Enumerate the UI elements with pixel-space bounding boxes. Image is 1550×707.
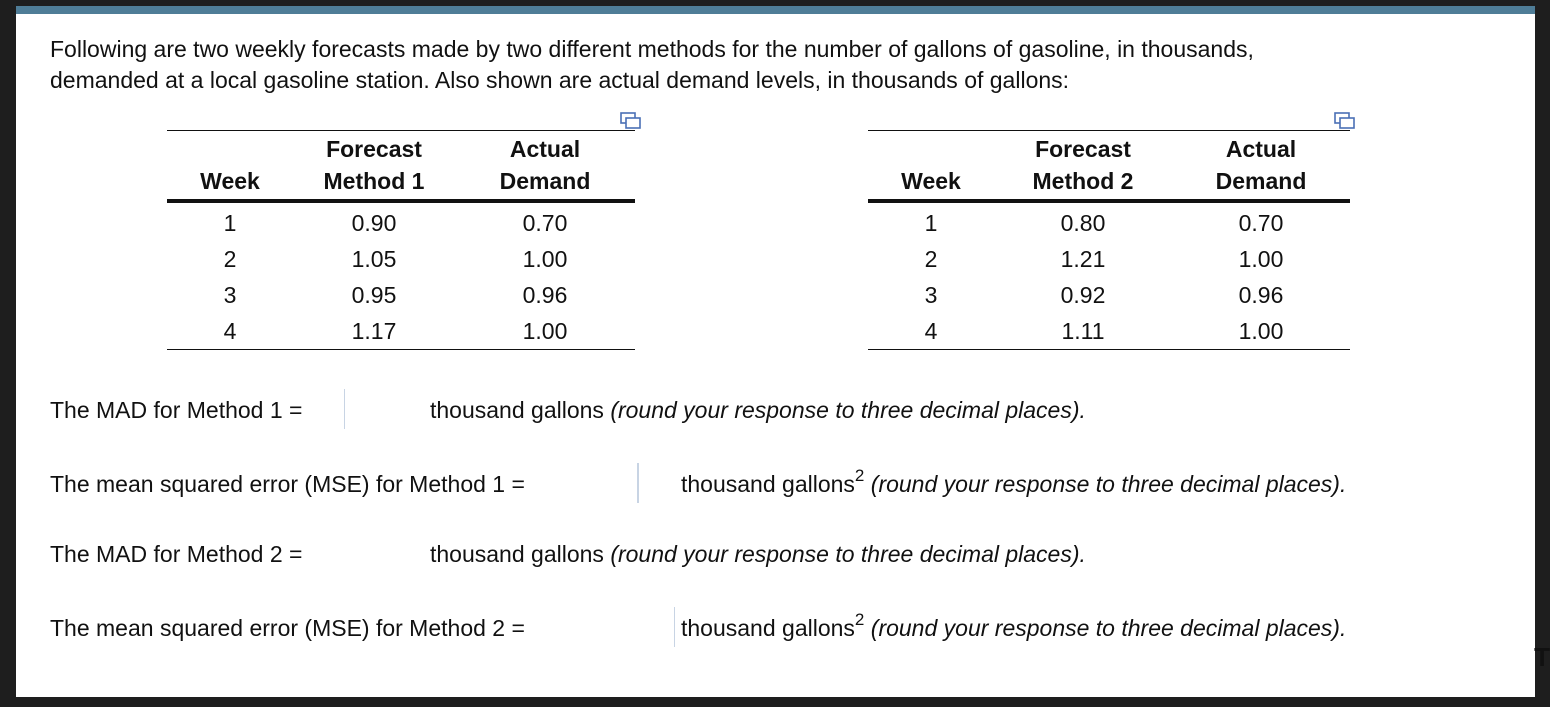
forecast-cell: 1.17 [351,317,397,344]
forecast-cell: 0.80 [1060,209,1106,236]
forecast-cell: 1.05 [351,245,397,272]
week-cell: 2 [924,245,938,272]
forecast-cell: 1.11 [1061,317,1105,344]
header-actual-bottom: Demand [455,165,635,201]
header-week: Week [868,165,994,201]
table-row [868,201,1350,241]
forecast-cell: 0.90 [351,209,397,236]
table-row [167,241,635,277]
week-cell: 3 [924,281,938,308]
rounding-note: (round your response to three decimal places) [610,541,1080,567]
forecast-cell: 0.95 [351,281,397,308]
week-cell: 1 [223,209,237,236]
week-cell: 4 [924,317,938,344]
question-mad-method-1 [50,395,1086,425]
week-cell: 3 [223,281,237,308]
header-week: Week [167,165,293,201]
actual-cell: 1.00 [1238,245,1284,272]
question-unit [681,466,1347,499]
forecast-table-method-1 [167,130,635,350]
header-actual-top: Actual [509,136,581,162]
question-mad-method-2 [50,539,1086,569]
intro-line-1: Following are two weekly forecasts made by two different methods for the number of gallons of gasoline, in thousands, [50,36,1254,62]
unit-exponent: 2 [854,466,865,485]
header-forecast-top: Forecast [1035,136,1131,162]
end-punct: . [1079,541,1086,567]
forecast-table-method-2 [868,130,1350,350]
question-mse-method-2 [50,610,1347,643]
header-week-spacer [167,131,293,166]
header-forecast-top: Forecast [326,136,422,162]
edge-glyph: T [1534,642,1550,672]
header-week-spacer [868,131,994,166]
actual-cell: 0.70 [1238,209,1284,236]
question-prompt: The mean squared error (MSE) for Method 1 = [50,471,525,497]
mad-method-2-input[interactable] [344,533,420,573]
table-row [167,277,635,313]
week-cell: 1 [924,209,938,236]
rounding-note: (round your response to three decimal places) [610,397,1080,423]
unit-text: thousand gallons [681,471,855,497]
actual-cell: 0.70 [522,209,568,236]
intro-line-2: demanded at a local gasoline station. Also shown are actual demand levels, in thousands of gallons: [50,67,1070,93]
table-row [167,313,635,350]
week-cell: 4 [223,317,237,344]
unit-text: thousand gallons [430,397,604,423]
forecast-cell: 1.21 [1060,245,1106,272]
unit-exponent: 2 [854,610,865,629]
table-row [868,241,1350,277]
actual-cell: 1.00 [1238,317,1284,344]
table-row [868,313,1350,350]
question-mse-method-1 [50,466,1347,499]
header-actual-top: Actual [1225,136,1297,162]
forecast-cell: 0.92 [1060,281,1106,308]
header-actual-bottom: Demand [1172,165,1350,201]
table-row [167,201,635,241]
header-forecast-bottom: Method 1 [293,165,455,201]
end-punct: . [1339,471,1347,497]
unit-text: thousand gallons [430,541,604,567]
actual-cell: 1.00 [522,317,568,344]
actual-cell: 0.96 [1238,281,1284,308]
question-prompt: The MAD for Method 2 = [50,541,303,567]
intro-text [50,34,1490,96]
header-forecast-bottom: Method 2 [994,165,1172,201]
week-cell: 2 [223,245,237,272]
question-unit [430,395,1086,425]
mse-method-1-input[interactable] [585,463,639,503]
question-unit [681,610,1347,643]
mse-method-2-input[interactable] [610,607,675,647]
actual-cell: 0.96 [522,281,568,308]
question-prompt: The mean squared error (MSE) for Method 2 = [50,615,525,641]
table-row [868,277,1350,313]
end-punct: . [1079,397,1086,423]
copy-table-2-icon[interactable] [1334,112,1356,130]
mad-method-1-input[interactable] [344,389,421,429]
unit-text: thousand gallons [681,615,855,641]
rounding-note: (round your response to three decimal places) [870,471,1340,497]
end-punct: . [1339,615,1347,641]
question-unit [430,539,1086,569]
rounding-note: (round your response to three decimal places) [870,615,1340,641]
question-prompt: The MAD for Method 1 = [50,397,303,423]
copy-table-1-icon[interactable] [620,112,642,130]
question-panel [16,6,1535,697]
actual-cell: 1.00 [522,245,568,272]
